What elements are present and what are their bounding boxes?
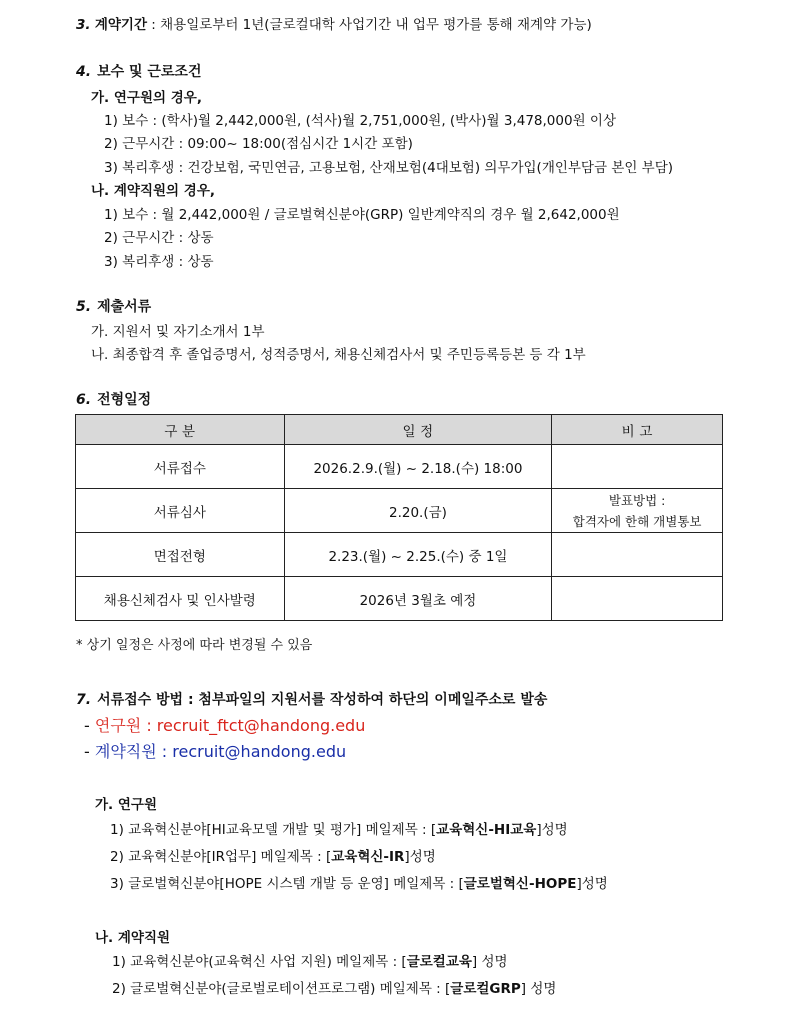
section-7-ga-title: 가. 연구원	[95, 797, 157, 813]
section-5-item: 나. 최종합격 후 졸업증명서, 성적증명서, 채용신체검사서 및 주민등록등본 등 각 1부	[91, 347, 586, 363]
item-text: 1) 교육혁신분야(교육혁신 사업 지원) 메일제목 : [	[112, 954, 407, 970]
mail-subject: 교육혁신-IR	[331, 849, 405, 865]
section-6-title: 전형일정	[97, 392, 152, 408]
section-4-number: 4.	[76, 64, 92, 80]
table-row	[76, 445, 723, 489]
section-6-heading	[76, 389, 151, 409]
schedule-table	[75, 414, 723, 621]
schedule-footnote: * 상기 일정은 사정에 따라 변경될 수 있음	[76, 638, 313, 653]
mail-subject: 글로컬교육	[406, 954, 472, 970]
section-5-heading	[76, 296, 151, 316]
bullet: -	[84, 716, 95, 735]
section-4-ga-title: 가. 연구원의 경우,	[91, 90, 202, 106]
mail-subject: 글로컬GRP	[450, 981, 521, 997]
cell-stage: 서류접수	[76, 445, 285, 489]
cell-note	[552, 533, 723, 577]
email-contract-label: 계약직원 :	[94, 742, 173, 761]
item-text: ]성명	[576, 876, 608, 892]
item-text: ] 성명	[520, 981, 557, 997]
section-4-ga-item: 3) 복리후생 : 건강보험, 국민연금, 고용보험, 산재보험(4대보험) 의무가입(개인부담금 본인 부담)	[104, 160, 674, 176]
cell-note	[552, 489, 723, 533]
cell-stage: 채용신체검사 및 인사발령	[76, 577, 285, 621]
item-text: ] 성명	[471, 954, 508, 970]
cell-note	[552, 445, 723, 489]
section-7-ga-item	[110, 872, 608, 892]
section-3-text: : 채용일로부터 1년(글로컬대학 사업기간 내 업무 평가를 통해 재계약 가능)	[147, 17, 592, 33]
section-4-title: 보수 및 근로조건	[97, 64, 202, 80]
section-7-title: 서류접수 방법 : 첨부파일의 지원서를 작성하여 하단의 이메일주소로 발송	[97, 692, 548, 708]
section-7-heading	[76, 689, 547, 709]
cell-date: 2026.2.9.(월) ~ 2.18.(수) 18:00	[284, 445, 552, 489]
item-text: ]성명	[404, 849, 436, 865]
section-4-na-item: 2) 근무시간 : 상동	[104, 230, 214, 246]
section-7-number: 7.	[76, 692, 92, 708]
item-text: 2) 글로벌혁신분야(글로벌로테이션프로그램) 메일제목 : [	[112, 981, 451, 997]
item-text: ]성명	[536, 822, 568, 838]
section-4-heading	[76, 61, 201, 81]
email-researcher-label: 연구원 :	[94, 716, 157, 735]
table-row	[76, 577, 723, 621]
section-4-ga-item: 1) 보수 : (학사)월 2,442,000원, (석사)월 2,751,000원, (박사)월 3,478,000원 이상	[104, 113, 616, 129]
section-7-na-item	[112, 977, 556, 997]
cell-note	[552, 577, 723, 621]
section-7-na-title: 나. 계약직원	[95, 930, 171, 946]
section-3-title: 계약기간	[94, 17, 147, 33]
mail-subject: 글로벌혁신-HOPE	[463, 876, 577, 892]
cell-date: 2.23.(월) ~ 2.25.(수) 중 1일	[284, 533, 552, 577]
item-text: 2) 교육혁신분야[IR업무] 메일제목 : [	[110, 849, 332, 865]
section-7-na-item	[112, 950, 508, 970]
note-line: 발표방법 :	[608, 492, 666, 508]
section-6-number: 6.	[76, 392, 92, 408]
cell-stage: 면접전형	[76, 533, 285, 577]
table-row	[76, 489, 723, 533]
section-5-title: 제출서류	[97, 299, 152, 315]
item-text: 1) 교육혁신분야[HI교육모델 개발 및 평가] 메일제목 : [	[110, 822, 437, 838]
header-note: 비 고	[552, 415, 723, 445]
mail-subject: 교육혁신-HI교육	[436, 822, 537, 838]
note-line: 합격자에 한해 개별통보	[572, 513, 702, 529]
header-stage: 구 분	[76, 415, 285, 445]
email-researcher-address[interactable]: recruit_ftct@handong.edu	[156, 716, 366, 735]
section-4-na-item: 1) 보수 : 월 2,442,000원 / 글로벌혁신분야(GRP) 일반계약직의 경우 월 2,642,000원	[104, 207, 620, 223]
cell-stage: 서류심사	[76, 489, 285, 533]
section-7-ga-item	[110, 845, 436, 865]
section-4-na-title: 나. 계약직원의 경우,	[91, 183, 215, 199]
header-date: 일 정	[284, 415, 552, 445]
cell-date: 2026년 3월초 예정	[284, 577, 552, 621]
email-contract-address[interactable]: recruit@handong.edu	[172, 742, 347, 761]
email-researcher	[84, 713, 365, 736]
section-7-ga-item	[110, 818, 568, 838]
bullet: -	[84, 742, 95, 761]
section-3	[76, 13, 592, 33]
section-4-ga-item: 2) 근무시간 : 09:00~ 18:00(점심시간 1시간 포함)	[104, 136, 413, 152]
section-4-na-item: 3) 복리후생 : 상동	[104, 254, 214, 270]
section-5-number: 5.	[76, 299, 92, 315]
cell-date: 2.20.(금)	[284, 489, 552, 533]
table-row	[76, 533, 723, 577]
section-3-number: 3.	[76, 17, 91, 33]
section-5-item: 가. 지원서 및 자기소개서 1부	[91, 324, 265, 340]
item-text: 3) 글로벌혁신분야[HOPE 시스템 개발 등 운영] 메일제목 : [	[110, 876, 464, 892]
email-contract	[84, 739, 346, 762]
table-header-row	[76, 415, 723, 445]
